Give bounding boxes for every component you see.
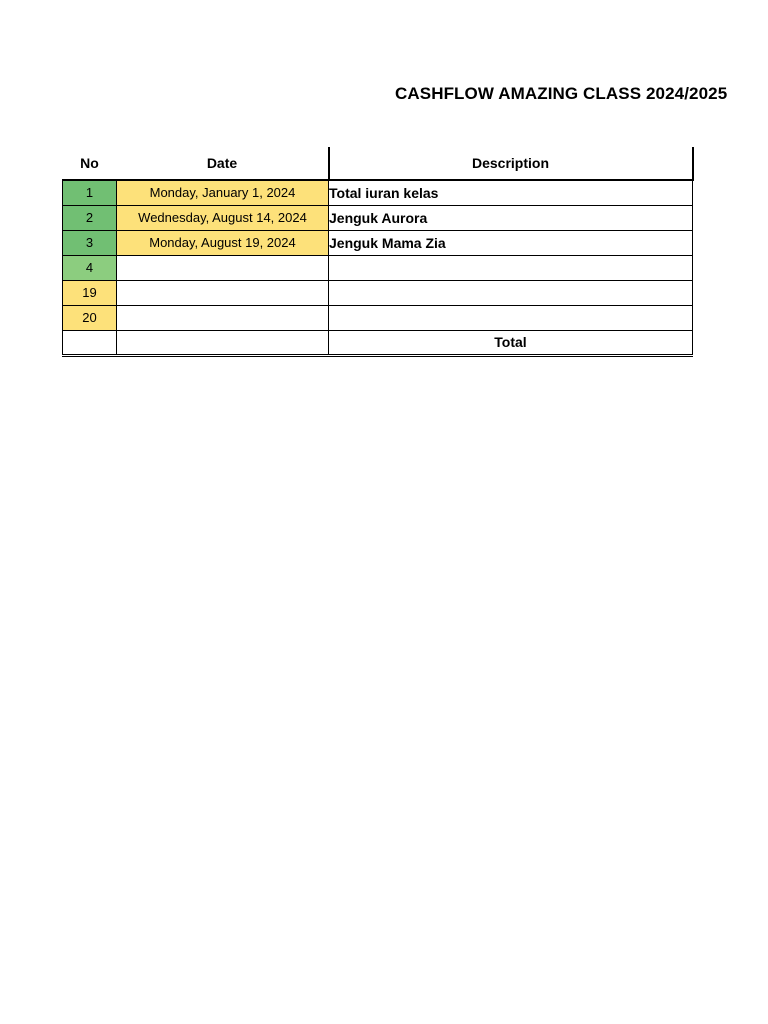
cell-description[interactable]: Jenguk Mama Zia [329, 230, 693, 255]
table-row [63, 205, 693, 230]
table-row [63, 255, 693, 280]
cell-no[interactable]: 19 [63, 280, 117, 305]
table-row [63, 305, 693, 330]
cashflow-table [62, 147, 694, 357]
cell-date[interactable]: Monday, January 1, 2024 [117, 180, 329, 205]
cell-description[interactable] [329, 305, 693, 330]
cell-description[interactable]: Jenguk Aurora [329, 205, 693, 230]
cell-no[interactable]: 4 [63, 255, 117, 280]
cell-date[interactable] [117, 280, 329, 305]
total-row [63, 330, 693, 355]
cell-date[interactable] [117, 255, 329, 280]
cell-no[interactable]: 20 [63, 305, 117, 330]
table-row [63, 280, 693, 305]
table-row [63, 230, 693, 255]
cell-date[interactable] [117, 330, 329, 355]
cell-no[interactable] [63, 330, 117, 355]
cell-no[interactable]: 1 [63, 180, 117, 205]
cell-no[interactable]: 2 [63, 205, 117, 230]
page-title: CASHFLOW AMAZING CLASS 2024/2025 [395, 84, 728, 103]
header-date: Date [117, 147, 329, 180]
cell-date[interactable]: Wednesday, August 14, 2024 [117, 205, 329, 230]
header-description: Description [329, 147, 693, 180]
cell-description[interactable] [329, 255, 693, 280]
total-label: Total [329, 330, 693, 355]
title-container [330, 82, 728, 110]
cell-date[interactable]: Monday, August 19, 2024 [117, 230, 329, 255]
cell-description[interactable]: Total iuran kelas [329, 180, 693, 205]
cell-no[interactable]: 3 [63, 230, 117, 255]
cell-description[interactable] [329, 280, 693, 305]
header-row [63, 147, 693, 180]
cell-date[interactable] [117, 305, 329, 330]
header-no: No [63, 147, 117, 180]
table-row [63, 180, 693, 205]
